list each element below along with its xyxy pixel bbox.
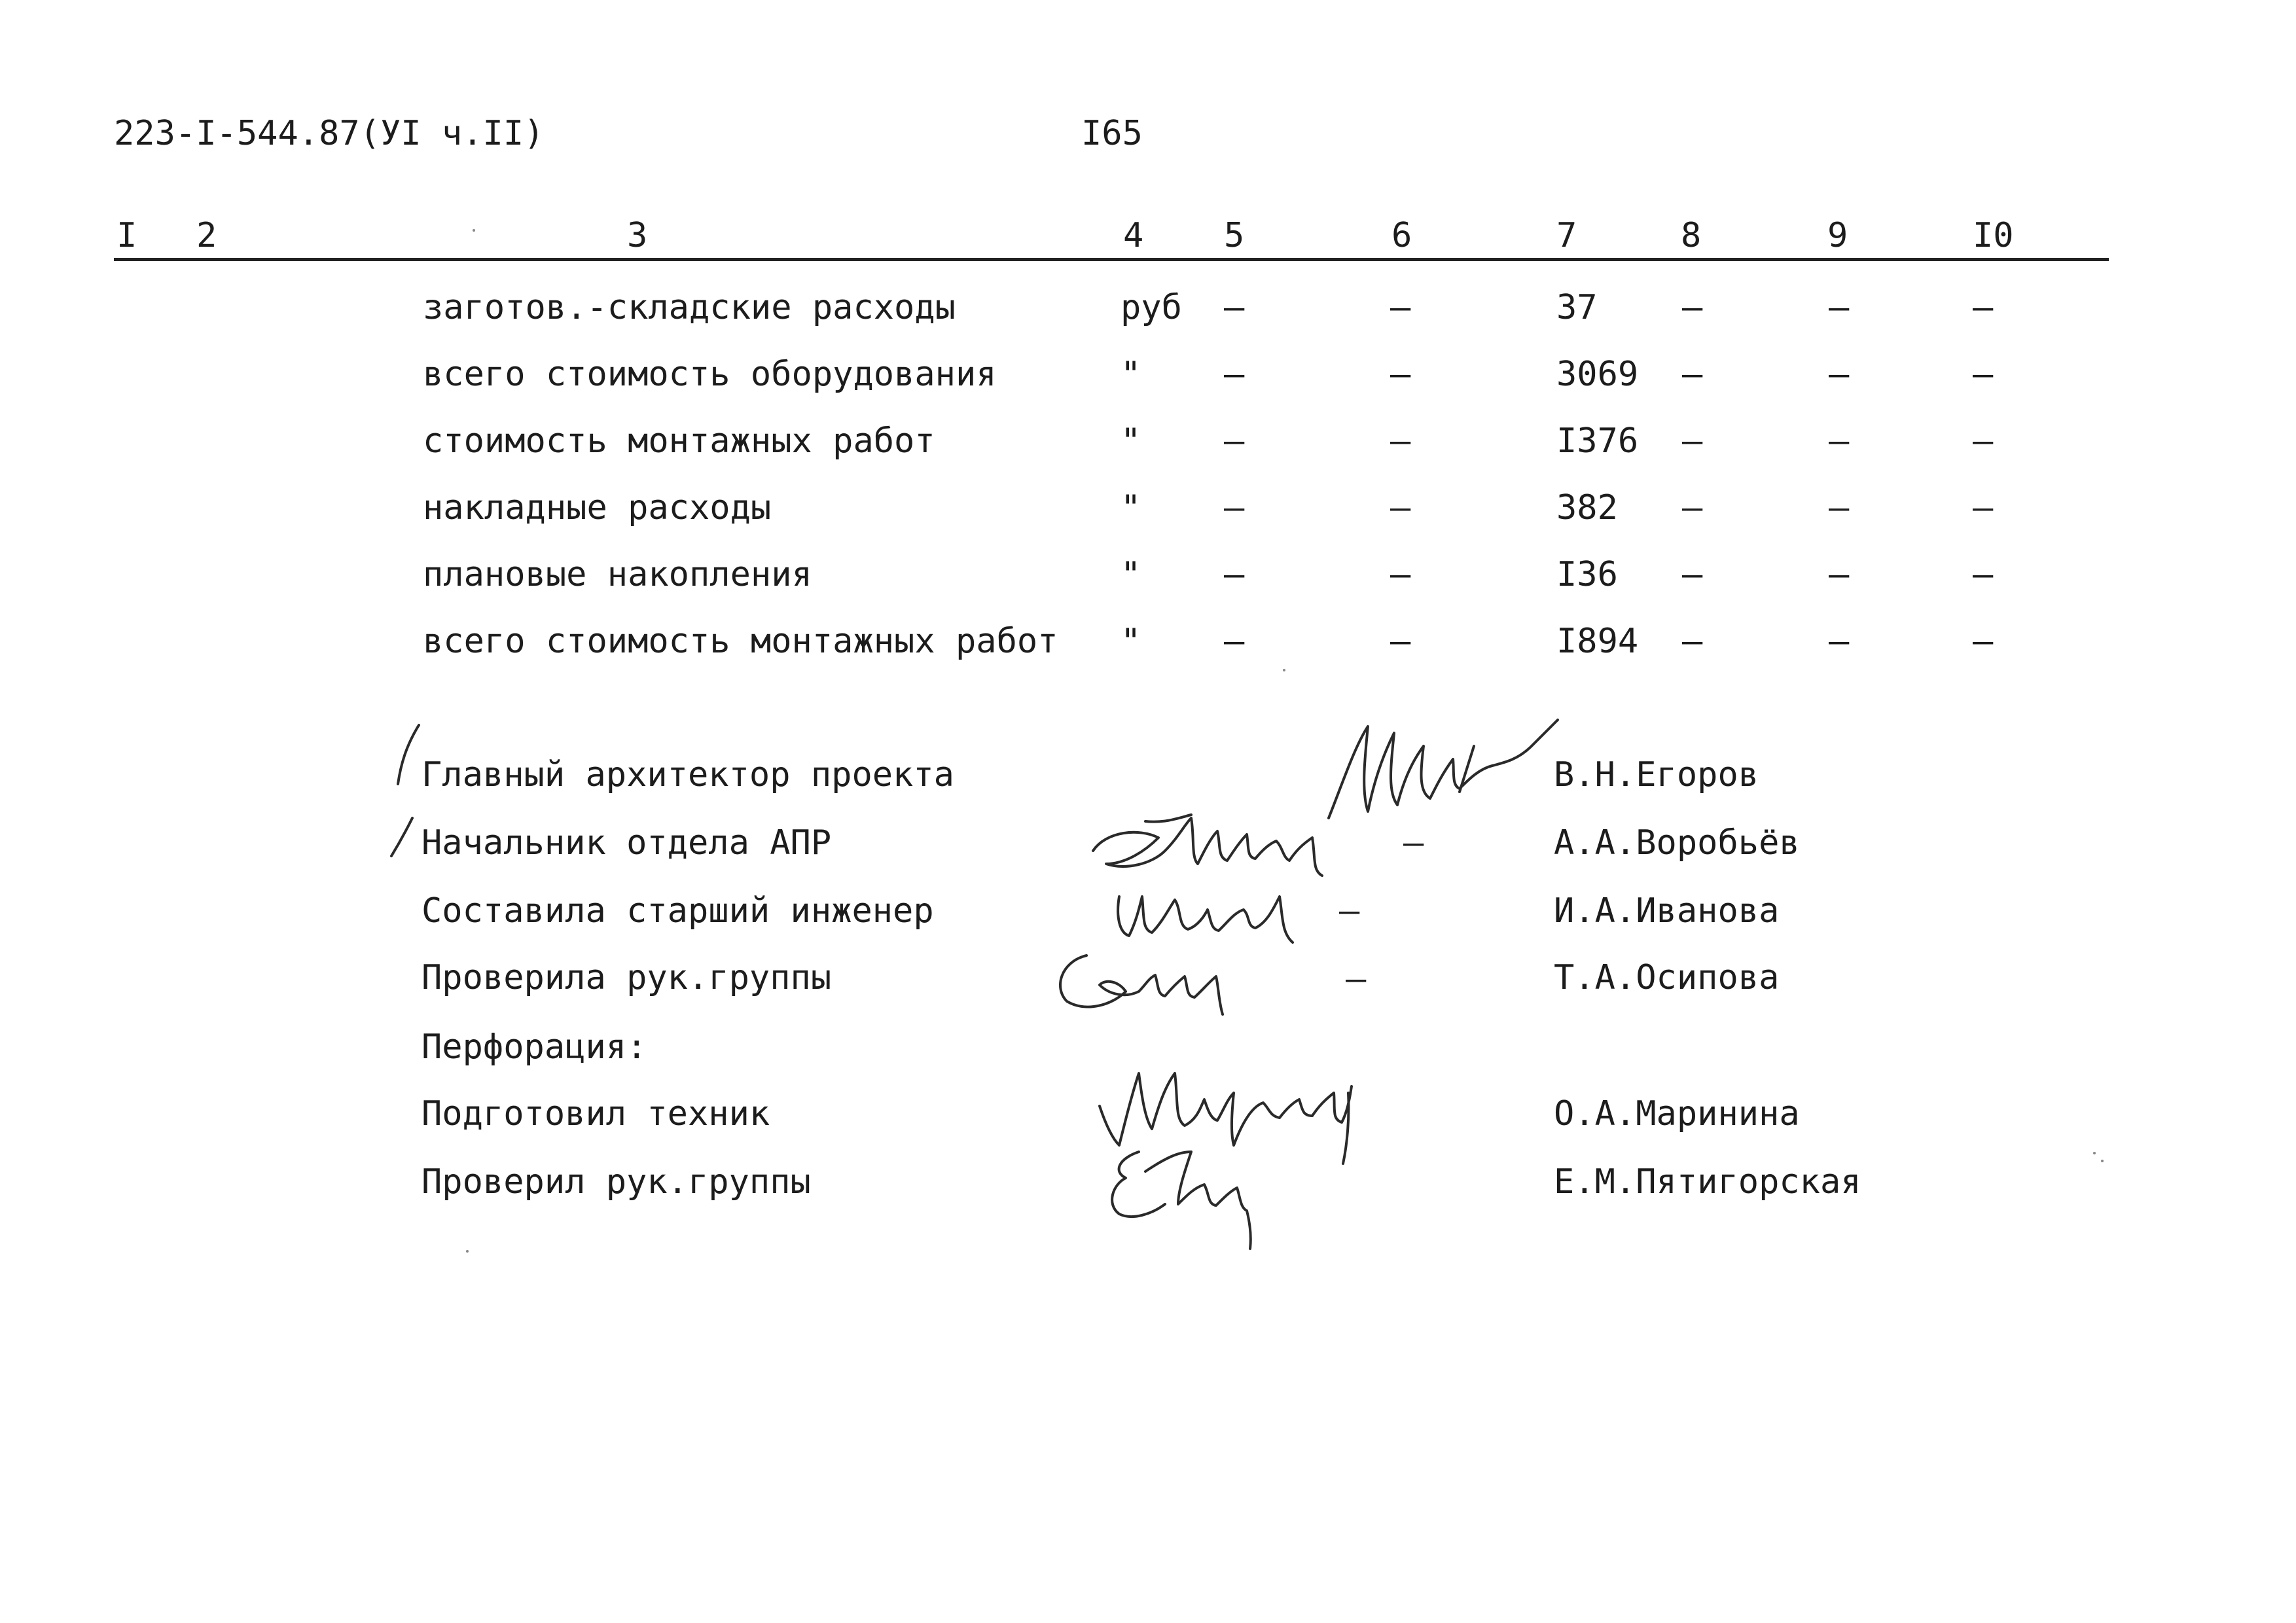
row-unit: руб	[1121, 288, 1182, 327]
row-col5: –	[1224, 622, 1245, 661]
row-unit: "	[1121, 555, 1141, 594]
row-col7: 3069	[1556, 355, 1639, 394]
row-col10: –	[1973, 488, 1994, 527]
row-name: накладные расходы	[423, 488, 772, 527]
row-col9: –	[1829, 421, 1850, 461]
signature-dash: –	[1346, 959, 1367, 999]
signature-name: И.А.Иванова	[1554, 891, 1780, 931]
column-number-6: 6	[1391, 216, 1412, 255]
row-unit: "	[1121, 488, 1141, 527]
row-col8: –	[1682, 622, 1703, 661]
row-col8: –	[1682, 355, 1703, 394]
column-number-3: 3	[627, 216, 648, 255]
row-unit: "	[1121, 355, 1141, 394]
signature-role: Проверил рук.группы	[422, 1162, 811, 1202]
signature-group-leader-2	[1100, 1132, 1296, 1250]
column-number-9: 9	[1827, 216, 1848, 255]
signature-name: В.Н.Егоров	[1554, 755, 1759, 794]
row-col6: –	[1390, 488, 1411, 527]
signature-name: Т.А.Осипова	[1554, 958, 1780, 997]
column-number-2: 2	[196, 216, 217, 255]
row-col10: –	[1973, 421, 1994, 461]
signature-name: Е.М.Пятигорская	[1554, 1162, 1861, 1202]
margin-tick-mark	[386, 720, 439, 864]
column-number-7: 7	[1556, 216, 1577, 255]
signature-role: Начальник отдела АПР	[422, 823, 832, 863]
row-col7: 382	[1556, 488, 1618, 527]
scan-speck	[473, 229, 475, 232]
row-col6: –	[1390, 421, 1411, 461]
scan-speck	[1283, 669, 1285, 671]
signature-role: Проверила рук.группы	[422, 958, 832, 997]
row-col6: –	[1390, 355, 1411, 394]
signature-name: А.А.Воробьёв	[1554, 823, 1800, 863]
signature-role: Подготовил техник	[422, 1094, 770, 1133]
row-name: всего стоимость монтажных работ	[423, 622, 1058, 661]
row-col7: I894	[1556, 622, 1639, 661]
row-col8: –	[1682, 288, 1703, 327]
row-col9: –	[1829, 355, 1850, 394]
row-name: плановые накопления	[423, 555, 812, 594]
signature-name: О.А.Маринина	[1554, 1094, 1800, 1133]
scan-speck	[466, 1250, 469, 1253]
row-col8: –	[1682, 555, 1703, 594]
signature-role: Составила старший инженер	[422, 891, 934, 931]
row-col9: –	[1829, 288, 1850, 327]
signature-role: Главный архитектор проекта	[422, 755, 954, 794]
row-name: всего стоимость оборудования	[423, 355, 997, 394]
row-col9: –	[1829, 555, 1850, 594]
row-col8: –	[1682, 488, 1703, 527]
row-col7: 37	[1556, 288, 1598, 327]
signature-dash: –	[1339, 891, 1360, 931]
column-number-10: I0	[1973, 216, 2014, 255]
row-col6: –	[1390, 288, 1411, 327]
row-col5: –	[1224, 421, 1245, 461]
scan-speck	[2101, 1160, 2104, 1162]
column-number-4: 4	[1123, 216, 1144, 255]
row-unit: "	[1121, 622, 1141, 661]
document-code: 223-I-544.87(УI ч.II)	[114, 114, 545, 153]
row-col9: –	[1829, 622, 1850, 661]
row-name: стоимость монтажных работ	[423, 421, 935, 461]
row-name: заготов.-складские расходы	[423, 288, 956, 327]
page-number: I65	[1081, 114, 1143, 153]
scan-speck	[2093, 1152, 2096, 1154]
column-number-5: 5	[1224, 216, 1245, 255]
row-unit: "	[1121, 421, 1141, 461]
header-rule	[114, 258, 2109, 261]
row-col10: –	[1973, 288, 1994, 327]
row-col5: –	[1224, 555, 1245, 594]
row-col9: –	[1829, 488, 1850, 527]
row-col10: –	[1973, 355, 1994, 394]
column-number-8: 8	[1681, 216, 1702, 255]
signature-dash: –	[1403, 823, 1424, 863]
signature-role: Перфорация:	[422, 1027, 647, 1067]
row-col8: –	[1682, 421, 1703, 461]
row-col6: –	[1390, 555, 1411, 594]
signature-group-leader	[1047, 936, 1283, 1021]
row-col6: –	[1390, 622, 1411, 661]
row-col7: I36	[1556, 555, 1618, 594]
row-col5: –	[1224, 355, 1245, 394]
row-col5: –	[1224, 288, 1245, 327]
row-col5: –	[1224, 488, 1245, 527]
row-col7: I376	[1556, 421, 1639, 461]
column-number-1: I	[117, 216, 137, 255]
row-col10: –	[1973, 622, 1994, 661]
row-col10: –	[1973, 555, 1994, 594]
